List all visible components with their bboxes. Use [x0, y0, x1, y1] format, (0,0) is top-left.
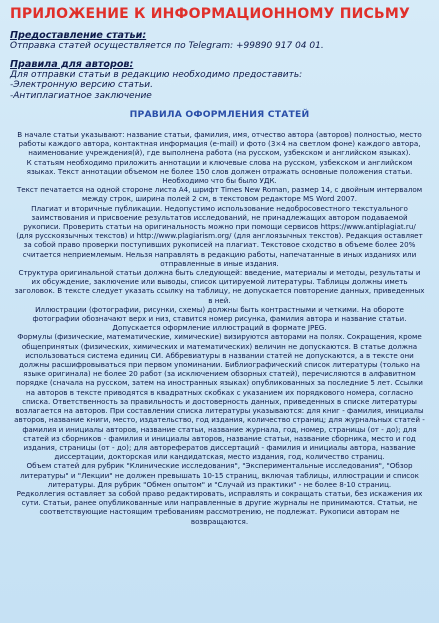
rules-paragraph: Формулы (физические, математические, химические) визируются авторами на полях. Сокращения, кроме общепринятых (физических, химических и математических) величин не допускаются. В статье должна использоваться система единиц СИ. Аббревиатуры в названии статей не допускаются, а в тексте они должны расшифровываться при первом упоминании. Библиографический список литературы (только на языке оригинала) не более 20 работ (за исключением обзорных статей), перечисляются в алфавитном порядке (сначала на русском, затем на иностранных языках) опубликованных за последние 5 лет. Ссылки на авторов в тексте приводятся в квадратных скобках с указанием их порядкового номера, согласно списка. Ответственность за правильность и достоверность данных, приведенных в списке литературы возлагается на авторов. При составлении списка литературы указываются: для книг - фамилия, инициалы авторов, название книги, место, издательство, год издания, количество страниц; для журнальных статей - фамилия и инициалы авторов, название статьи, название журнала, год, номер, страницы (от - до); для статей из сборников - фамилия и инициалы авторов, название статьи, название сборника, место и год издания, страницы (от - до); для авторефератов диссертаций - фамилия и инициалы автора, название диссертации, докторская или кандидатская, место издания, год, количество страниц. — [14, 332, 425, 462]
page-title: ПРИЛОЖЕНИЕ К ИНФОРМАЦИОННОМУ ПИСЬМУ — [10, 6, 411, 22]
rules-paragraph: В начале статьи указывают: название статьи, фамилия, имя, отчество автора (авторов) полностью, место работы каждого автора, контактная информация (e-mail) и фото (3×4 на светлом фоне) каждого автора, наименование учреждения(й), где выполнена работа (на русском, узбекском и английском языках). — [17, 130, 422, 158]
submission-line: Отправка статей осуществляется по Telegram: +99890 917 04 01. — [10, 41, 324, 51]
author-rules-section — [10, 59, 429, 102]
rules-paragraph: Объем статей для рубрик "Клинические исследования", "Экспериментальные исследования", "Обзор литературы" и "Лекции" не должен превышать 10-15 страниц, включая таблицы, иллюстрации и список литературы. Для рубрик "Обмен опытом" и "Случай из практики" - не более 8-10 страниц. — [20, 461, 419, 489]
author-rules-heading: Правила для авторов: — [10, 58, 134, 70]
submission-section — [10, 30, 429, 52]
author-rules-line: -Электронную версию статьи. — [10, 80, 154, 90]
rules-paragraph: К статьям необходимо приложить аннотации и ключевые слова на русском, узбекском и английском языках. Текст аннотации объемом не более 150 слов должен отражать основные положения статьи. Необходимо что бы было УДК. — [26, 157, 413, 186]
submission-heading: Предоставление статьи: — [10, 30, 147, 41]
rules-paragraph: Текст печатается на одной стороне листа А4, шрифт Times New Roman, размер 14, с двойным интервалом между строк, ширина полей 2 см, в текстовом редакторе MS Word 2007. — [16, 185, 423, 204]
rules-paragraph: Плагиат и вторичные публикации. Недопустимо использование недобросовестного текстуального заимствования и присвоение результатов исследований, не принадлежащих автором подаваемой рукописи. Проверить статьи на оригинальность можно при помощи сервисов https://www.antiplagiat.ru/ (для русскоязычных текстов) и http://www.plagiarism.org/ (для англоязычных текстов). Редакция оставляет за собой право проверки поступивших рукописей на плагиат. Текстовое сходство в объеме более 20% считается неприемлемым. Нельзя направлять в редакцию работы, напечатанные в иных изданиях или отправленные в иные издания. — [16, 203, 423, 268]
rules-body — [10, 130, 429, 526]
author-rules-line: -Антиплагиатное заключение — [10, 90, 152, 101]
author-rules-line: Для отправки статьи в редакцию необходимо предоставить: — [10, 69, 303, 80]
rules-paragraph: Иллюстрации (фотографии, рисунки, схемы) должны быть контрастными и четкими. На обороте фотографии обозначают верх и низ, ставится номер рисунка, фамилия автора и название статьи. Допускается оформление иллюстраций в формате JPEG. — [32, 304, 407, 333]
rules-paragraph: Структура оригинальной статьи должна быть следующей: введение, материалы и методы, результаты и их обсуждение, заключение или выводы, список цитируемой литературы. Таблицы должны иметь заголовок. В тексте следует указать ссылку на таблицу, не допускается повторение данных, приведенных в ней. — [14, 268, 425, 305]
rules-title: ПРАВИЛА ОФОРМЛЕНИЯ СТАТЕЙ — [129, 109, 310, 120]
rules-paragraph: Редколлегия оставляет за собой право редактировать, исправлять и сокращать статьи, без искажения их сути. Статьи, ранее опубликованные или направленные в другие журналы не принимаются. Статьи, не соответствующие настоящим требованиям рассмотрению, не подлежат. Рукописи авторам не возвращаются. — [16, 488, 423, 526]
